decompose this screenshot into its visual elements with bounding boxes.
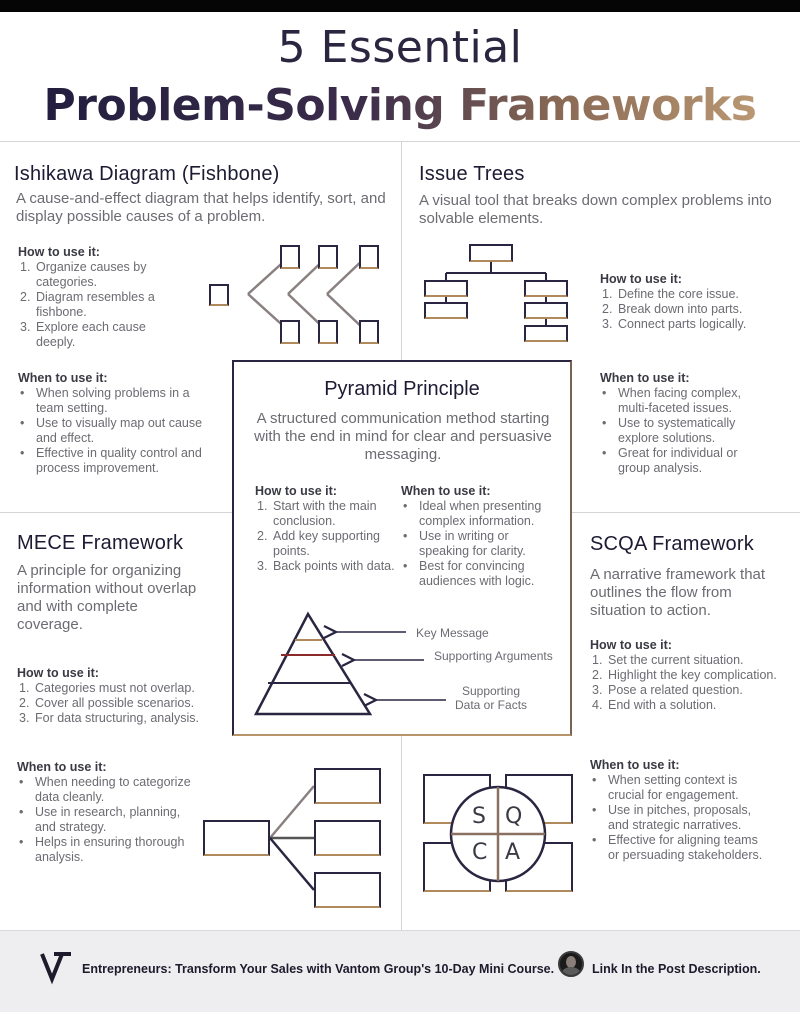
scqa-when-label: When to use it: [590, 758, 680, 772]
footer-promo-text: Entrepreneurs: Transform Your Sales with Vantom Group's 10-Day Mini Course. [82, 962, 555, 976]
list-item: • Use in research, planning, and strategy. [19, 805, 181, 834]
footer-banner [0, 930, 800, 1012]
list-item: 3. Connect parts logically. [602, 317, 747, 331]
pyramid-label-key-message: Key Message [416, 626, 489, 640]
ishikawa-how-label: How to use it: [18, 245, 100, 259]
scqa-letter-a: A [505, 840, 521, 865]
ishikawa-title: Ishikawa Diagram (Fishbone) [14, 163, 280, 185]
mece-title: MECE Framework [17, 532, 184, 554]
pyramid-card [232, 360, 572, 736]
list-item: 3. For data structuring, analysis. [19, 711, 199, 725]
ishikawa-description: A cause-and-effect diagram that helps identify, sort, and display possible causes of a problem. [16, 190, 386, 225]
list-item: • Use in writing or speaking for clarity. [403, 529, 526, 558]
list-item: • Helps in ensuring thorough analysis. [19, 835, 185, 864]
scqa-letter-s: S [472, 804, 486, 829]
list-item: 3. Back points with data. [257, 559, 395, 573]
mece-description: A principle for organizing information without overlap and with complete coverage. [17, 562, 197, 633]
list-item: 3. Pose a related question. [592, 683, 743, 697]
list-item: • Use to systematically explore solutions. [602, 416, 736, 445]
list-item: 2. Highlight the key complication. [592, 668, 777, 682]
list-item: • Great for individual or group analysis. [602, 446, 738, 475]
list-item: • When needing to categorize data cleanly. [19, 775, 191, 804]
pyramid-label-supporting-data: Supporting Data or Facts [455, 684, 528, 712]
list-item: 1. Set the current situation. [592, 653, 744, 667]
scqa-description: A narrative framework that outlines the flow from situation to action. [590, 566, 766, 619]
page-title-line1: 5 Essential [277, 22, 523, 73]
list-item: • Use in pitches, proposals, and strategic narratives. [592, 803, 752, 832]
page-title-line2: Problem-Solving Frameworks [0, 80, 800, 131]
list-item: 2. Diagram resembles a fishbone. [20, 290, 155, 319]
list-item: 2. Add key supporting points. [257, 529, 381, 558]
scqa-letter-q: Q [505, 804, 523, 829]
list-item: • When facing complex, multi-faceted issues. [602, 386, 741, 415]
ishikawa-when-label: When to use it: [18, 371, 108, 385]
issue-trees-when-label: When to use it: [600, 371, 690, 385]
pyramid-diagram [234, 362, 574, 738]
mece-how-label: How to use it: [17, 666, 99, 680]
pyramid-label-supporting-arguments: Supporting Arguments [434, 649, 553, 663]
pyramid-description: A structured communication method starting with the end in mind for clear and persuasive messaging. [254, 410, 552, 463]
scqa-how-label: How to use it: [590, 638, 672, 652]
list-item: • Ideal when presenting complex information. [403, 499, 542, 528]
list-item: 1. Define the core issue. [602, 287, 739, 301]
issue-trees-title: Issue Trees [419, 163, 525, 185]
vantom-logo-icon [40, 951, 74, 983]
pyramid-when-label: When to use it: [401, 484, 491, 498]
list-item: • When solving problems in a team setting. [20, 386, 190, 415]
list-item: 1. Categories must not overlap. [19, 681, 195, 695]
list-item: • Effective for aligning teams or persuading stakeholders. [592, 833, 763, 862]
list-item: • Use to visually map out cause and effect. [20, 416, 203, 445]
list-item: 1. Organize causes by categories. [20, 260, 147, 289]
list-item: 2. Cover all possible scenarios. [19, 696, 195, 710]
list-item: 2. Break down into parts. [602, 302, 743, 316]
scqa-title: SCQA Framework [590, 533, 754, 555]
list-item: 3. Explore each cause deeply. [20, 320, 146, 349]
list-item: • When setting context is crucial for engagement. [592, 773, 739, 802]
list-item: 1. Start with the main conclusion. [257, 499, 377, 528]
issue-trees-how-label: How to use it: [600, 272, 682, 286]
footer-link-text[interactable]: Link In the Post Description. [592, 962, 761, 976]
list-item: 4. End with a solution. [592, 698, 717, 712]
mece-when-label: When to use it: [17, 760, 107, 774]
pyramid-title: Pyramid Principle [324, 378, 480, 400]
scqa-letter-c: C [472, 840, 488, 865]
list-item: • Effective in quality control and process improvement. [20, 446, 202, 475]
avatar [558, 951, 584, 977]
issue-trees-description: A visual tool that breaks down complex problems into solvable elements. [419, 192, 772, 227]
list-item: • Best for convincing audiences with logic. [403, 559, 535, 588]
pyramid-how-label: How to use it: [255, 484, 337, 498]
